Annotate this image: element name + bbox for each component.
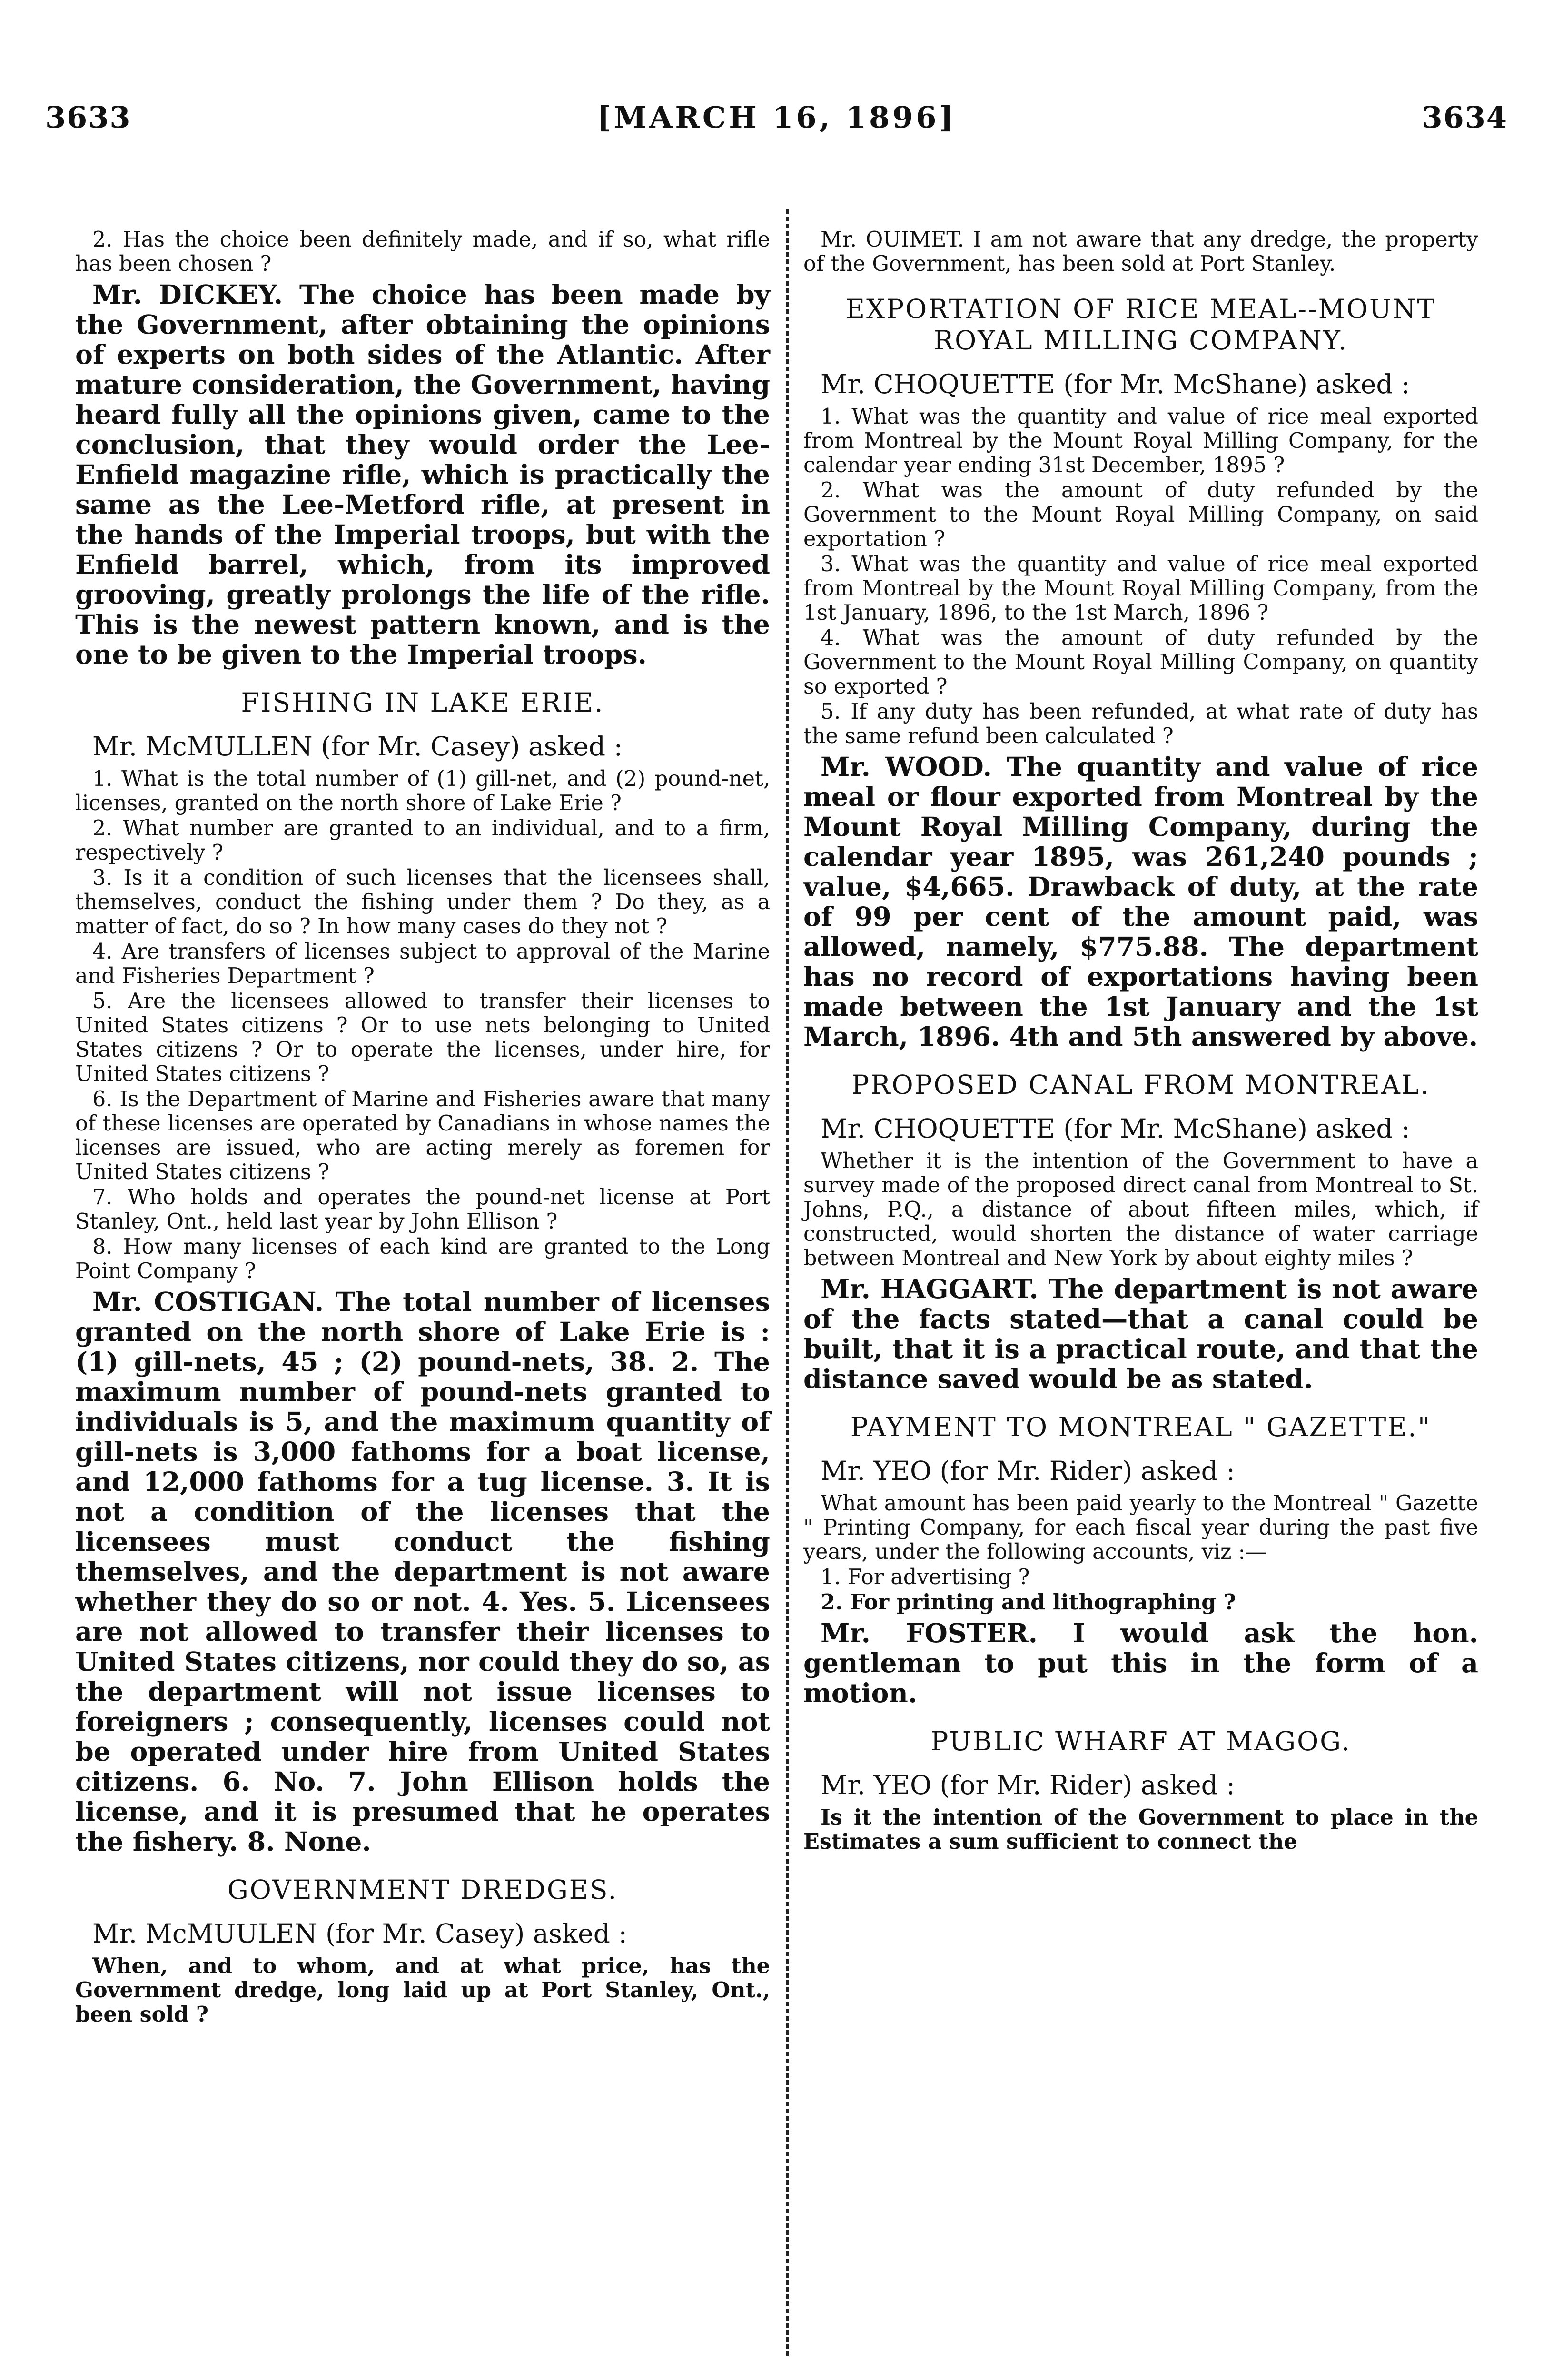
column-divider bbox=[786, 209, 789, 2356]
answer-paragraph: Mr. FOSTER. I would ask the hon. gentleman to put this in the form of a motion. bbox=[803, 1618, 1478, 1709]
section-heading-canal: PROPOSED CANAL FROM MONTREAL. bbox=[851, 1070, 1430, 1100]
question-item: 1. For advertising ? bbox=[821, 1565, 1030, 1589]
right-column bbox=[803, 228, 1478, 1855]
question-paragraph: 7. Who holds and operates the pound-net license at Port Stanley, Ont., held last year by John Ellison ? bbox=[75, 1185, 770, 1234]
asked-line: Mr. YEO (for Mr. Rider) asked : bbox=[821, 1456, 1235, 1486]
answer-paragraph: Mr. DICKEY. The choice has been made by the Government, after obtaining the opinions of experts on both sides of the Atlantic. After mature consideration, the Government, having heard fully all the opinions given, came to the conclusion, that they would order the Lee-Enfield magazine rifle, which is practically the same as the Lee-Metford rifle, at present in the hands of the Imperial troops, but with the Enfield barrel, which, from its improved grooving, greatly prolongs the life of the rifle. This is the newest pattern known, and is the one to be given to the Imperial troops. bbox=[75, 279, 770, 670]
question-paragraph: 2. Has the choice been definitely made, and if so, what rifle has been chosen ? bbox=[75, 228, 770, 276]
section-heading-dredges: GOVERNMENT DREDGES. bbox=[227, 1874, 618, 1905]
section-heading-gazette: PAYMENT TO MONTREAL " GAZETTE." bbox=[850, 1412, 1432, 1442]
question-paragraph: When, and to whom, and at what price, has the Government dredge, long laid up at Port Stanley, Ont., been sold ? bbox=[75, 1954, 770, 2027]
question-paragraph: 4. What was the amount of duty refunded by the Government to the Mount Royal Milling Company, on quantity so exported ? bbox=[803, 626, 1478, 699]
question-paragraph: 2. What was the amount of duty refunded by the Government to the Mount Royal Milling Company, on said exportation ? bbox=[803, 478, 1478, 551]
question-paragraph: 3. Is it a condition of such licenses that the licensees shall, themselves, conduct the fishing under them ? Do they, as a matter of fact, do so ? In how many cases do they not ? bbox=[75, 866, 770, 939]
section-heading-wharf: PUBLIC WHARF AT MAGOG. bbox=[930, 1726, 1351, 1756]
question-paragraph: 6. Is the Department of Marine and Fisheries aware that many of these licenses are operated by Canadians in whose names the licenses are issued, who are acting merely as foremen for United States citizens ? bbox=[75, 1087, 770, 1184]
asked-line: Mr. McMULLEN (for Mr. Casey) asked : bbox=[92, 731, 623, 762]
left-column bbox=[75, 228, 770, 2028]
asked-line: Mr. CHOQUETTE (for Mr. McShane) asked : bbox=[821, 369, 1410, 399]
section-heading-rice-meal: EXPORTATION OF RICE MEAL--MOUNT ROYAL MILLING COMPANY. bbox=[845, 294, 1436, 356]
page-number-left: 3633 bbox=[45, 100, 131, 135]
question-paragraph: 1. What was the quantity and value of rice meal exported from Montreal by the Mount Royal Milling Company, for the calendar year ending 31st December, 1895 ? bbox=[803, 405, 1478, 477]
asked-line: Mr. YEO (for Mr. Rider) asked : bbox=[821, 1770, 1235, 1800]
asked-line: Mr. CHOQUETTE (for Mr. McShane) asked : bbox=[821, 1113, 1410, 1144]
page-date: [MARCH 16, 1896] bbox=[597, 100, 956, 135]
answer-paragraph: Mr. WOOD. The quantity and value of rice meal or flour exported from Montreal by the Mount Royal Milling Company, during the calendar year 1895, was 261,240 pounds ; value, $4,665. Drawback of duty, at the rate of 99 per cent of the amount paid, was allowed, namely, $775.88. The department has no record of exportations having been made between the 1st January and the 1st March, 1896. 4th and 5th answered by above. bbox=[803, 752, 1478, 1052]
question-paragraph: 4. Are transfers of licenses subject to approval of the Marine and Fisheries Department ? bbox=[75, 940, 770, 988]
question-paragraph: 8. How many licenses of each kind are granted to the Long Point Company ? bbox=[75, 1235, 770, 1283]
section-heading-fishing: FISHING IN LAKE ERIE. bbox=[241, 687, 604, 718]
question-paragraph: Whether it is the intention of the Government to have a survey made of the proposed direct canal from Montreal to St. Johns, P.Q., a distance of about fifteen miles, which, if constructed, would shorten the distance of water carriage between Montreal and New York by about eighty miles ? bbox=[803, 1149, 1478, 1270]
question-paragraph: 5. Are the licensees allowed to transfer their licenses to United States citizens ? Or to use nets belonging to United States citizens ? Or to operate the licenses, under hire, for United States citizens ? bbox=[75, 989, 770, 1086]
answer-paragraph: Mr. HAGGART. The department is not aware of the facts stated—that a canal could be built, that it is a practical route, and that the distance saved would be as stated. bbox=[803, 1274, 1478, 1395]
question-paragraph: Is it the intention of the Government to place in the Estimates a sum sufficient to connect the bbox=[803, 1805, 1478, 1854]
answer-paragraph: Mr. COSTIGAN. The total number of licenses granted on the north shore of Lake Erie is : (1) gill-nets, 45 ; (2) pound-nets, 38. 2. The maximum number of pound-nets granted to individuals is 5, and the maximum quantity of gill-nets is 3,000 fathoms for a boat license, and 12,000 fathoms for a tug license. 3. It is not a condition of the licenses that the licensees must conduct the fishing themselves, and the department is not aware whether they do so or not. 4. Yes. 5. Licensees are not allowed to transfer their licenses to United States citizens, nor could they do so, as the department will not issue licenses to foreigners ; consequently, licenses could not be operated under hire from United States citizens. 6. No. 7. John Ellison holds the license, and it is presumed that he operates the fishery. 8. None. bbox=[75, 1287, 770, 1857]
question-item: 2. For printing and lithographing ? bbox=[821, 1590, 1236, 1615]
question-paragraph: 2. What number are granted to an individual, and to a firm, respectively ? bbox=[75, 816, 770, 865]
question-paragraph: 1. What is the total number of (1) gill-net, and (2) pound-net, licenses, granted on the north shore of Lake Erie ? bbox=[75, 767, 770, 815]
asked-line: Mr. McMUULEN (for Mr. Casey) asked : bbox=[92, 1918, 627, 1949]
question-paragraph: What amount has been paid yearly to the Montreal " Gazette " Printing Company, for each fiscal year during the past five years, under the following accounts, viz :— bbox=[803, 1491, 1478, 1564]
question-paragraph: 3. What was the quantity and value of rice meal exported from Montreal by the Mount Royal Milling Company, from the 1st January, 1896, to the 1st March, 1896 ? bbox=[803, 552, 1478, 625]
page-header bbox=[45, 100, 1508, 152]
answer-paragraph: Mr. OUIMET. I am not aware that any dredge, the property of the Government, has been sold at Port Stanley. bbox=[803, 228, 1478, 276]
question-paragraph: 5. If any duty has been refunded, at what rate of duty has the same refund been calculated ? bbox=[803, 700, 1478, 748]
page-number-right: 3634 bbox=[1422, 100, 1508, 135]
